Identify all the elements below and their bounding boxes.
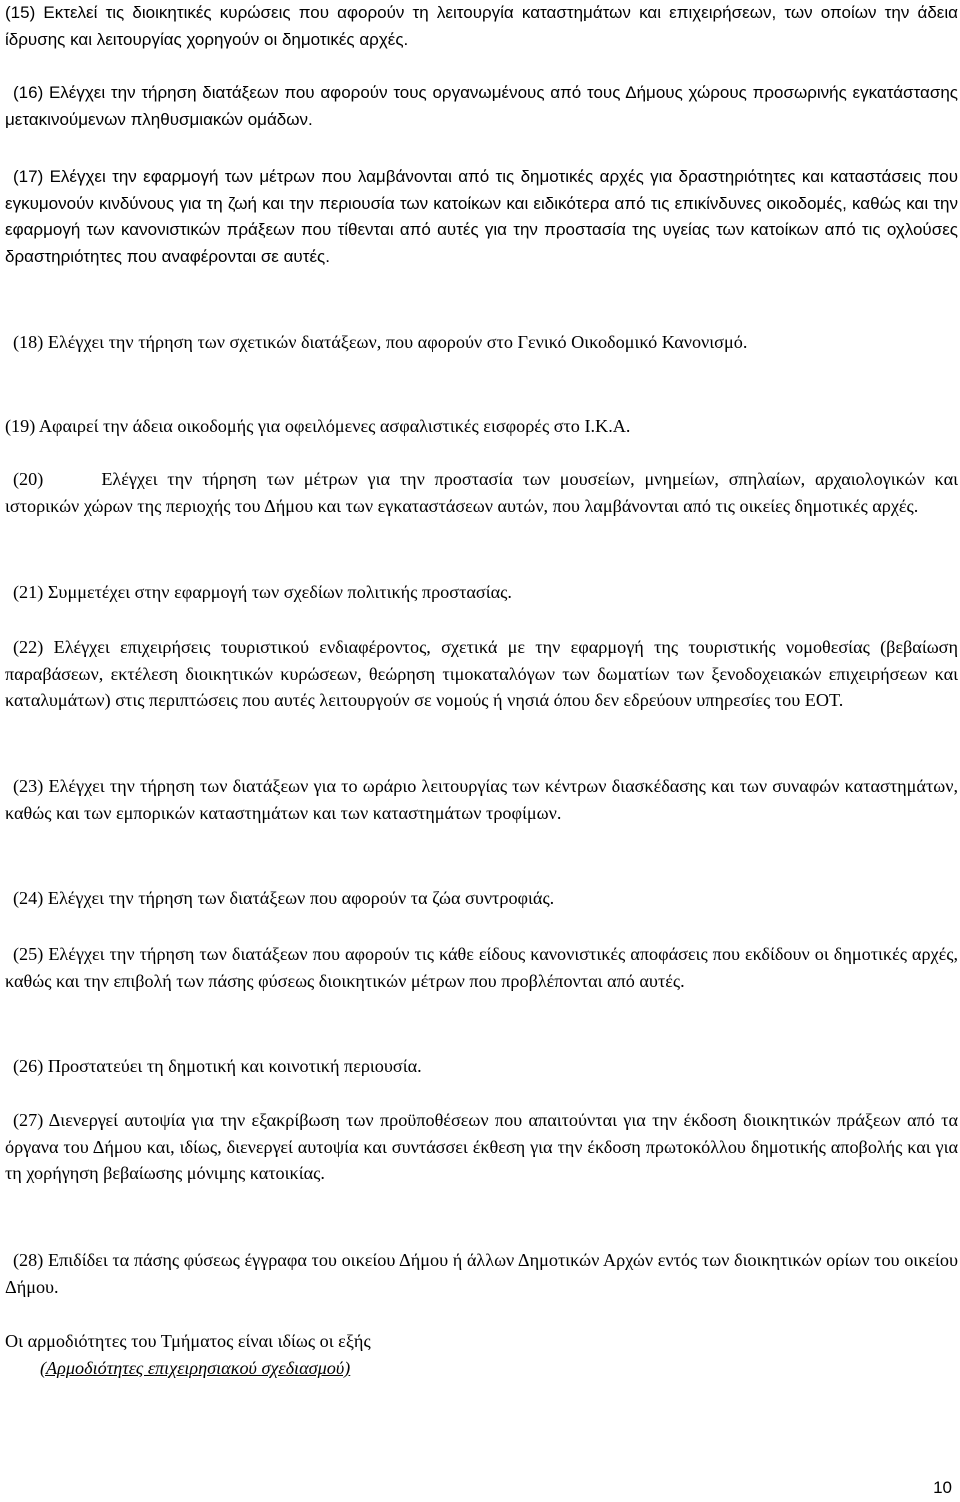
paragraph-20-text: Ελέγχει την τήρηση των μέτρων για την προστασία των μουσείων, μνημείων, σπηλαίων, αρχαιολογικών και ιστορικών χώρων της περιοχής του Δήμου και των εγκαταστάσεων αυτών, που λαμβάνονται από τις οικείες δημοτικές αρχές.	[5, 469, 958, 516]
paragraph-20-number: (20)	[13, 469, 44, 489]
paragraph-18: (18) Ελέγχει την τήρηση των σχετικών διατάξεων, που αφορούν στο Γενικό Οικοδομικό Κανονισμό.	[13, 332, 748, 352]
paragraph-17: (17) Ελέγχει την εφαρμογή των μέτρων που λαμβάνονται από τις δημοτικές αρχές για δραστηριότητες και καταστάσεις που εγκυμονούν κινδύνους για τη ζωή και την περιουσία των κατοίκων και ειδικότερα από τις επικίνδυνες οικοδομές, καθώς και την εφαρμογή των κανονιστικών πράξεων που τίθενται από αυτές για την προστασία της υγείας των κατοίκων από τις οχλούσες δραστηριότητες που αναφέρονται σε αυτές.	[5, 167, 958, 266]
paragraph-19: (19) Αφαιρεί την άδεια οικοδομής για οφειλόμενες ασφαλιστικές εισφορές στο Ι.Κ.Α.	[5, 416, 631, 436]
section-heading: Οι αρμοδιότητες του Τμήματος είναι ιδίως οι εξής	[5, 1331, 371, 1351]
paragraph-27: (27) Διενεργεί αυτοψία για την εξακρίβωση των προϋποθέσεων που απαιτούνται για την έκδοση διοικητικών πράξεων από τα όργανα του Δήμου και, ιδίως, διενεργεί αυτοψία και συντάσσει έκθεση για την έκδοση πρωτοκόλλου δημοτικής αποβολής και για τη χορήγηση βεβαίωσης μόνιμης κατοικίας.	[5, 1110, 958, 1183]
paragraph-28: (28) Επιδίδει τα πάσης φύσεως έγγραφα του οικείου Δήμου ή άλλων Δημοτικών Αρχών εντός των διοικητικών ορίων του οικείου Δήμου.	[5, 1250, 958, 1297]
page-number: 10	[933, 1478, 952, 1497]
section-subheading: (Αρμοδιότητες επιχειρησιακού σχεδιασμού)	[40, 1358, 351, 1378]
paragraph-22: (22) Ελέγχει επιχειρήσεις τουριστικού ενδιαφέροντος, σχετικά με την εφαρμογή της τουριστικής νομοθεσίας (βεβαίωση παραβάσεων, εκτέλεση διοικητικών κυρώσεων, θεώρηση τιμοκαταλόγων των δωματίων των ξενοδοχειακών επιχειρήσεων και καταλυμάτων) στις περιπτώσεις που αυτές λειτουργούν σε νομούς ή νησιά όπου δεν εδρεύουν υπηρεσίες του ΕΟΤ.	[5, 637, 958, 710]
paragraph-20	[5, 466, 958, 519]
paragraph-26: (26) Προστατεύει τη δημοτική και κοινοτική περιουσία.	[13, 1056, 422, 1076]
paragraph-23: (23) Ελέγχει την τήρηση των διατάξεων για το ωράριο λειτουργίας των κέντρων διασκέδασης και των συναφών καταστημάτων, καθώς και των εμπορικών καταστημάτων και των καταστημάτων τροφίμων.	[5, 776, 958, 823]
paragraph-21: (21) Συμμετέχει στην εφαρμογή των σχεδίων πολιτικής προστασίας.	[13, 582, 512, 602]
paragraph-25: (25) Ελέγχει την τήρηση των διατάξεων που αφορούν τις κάθε είδους κανονιστικές αποφάσεις που εκδίδουν οι δημοτικές αρχές, καθώς και την επιβολή των πάσης φύσεως διοικητικών μέτρων που προβλέπονται από αυτές.	[5, 944, 958, 991]
paragraph-16: (16) Ελέγχει την τήρηση διατάξεων που αφορούν τους οργανωμένους από τους Δήμους χώρους προσωρινής εγκατάστασης μετακινούμενων πληθυσμιακών ομάδων.	[5, 83, 958, 129]
paragraph-15: (15) Εκτελεί τις διοικητικές κυρώσεις που αφορούν τη λειτουργία καταστημάτων και επιχειρήσεων, των οποίων την άδεια ίδρυσης και λειτουργίας χορηγούν οι δημοτικές αρχές.	[5, 3, 958, 49]
paragraph-24: (24) Ελέγχει την τήρηση των διατάξεων που αφορούν τα ζώα συντροφιάς.	[13, 888, 555, 908]
